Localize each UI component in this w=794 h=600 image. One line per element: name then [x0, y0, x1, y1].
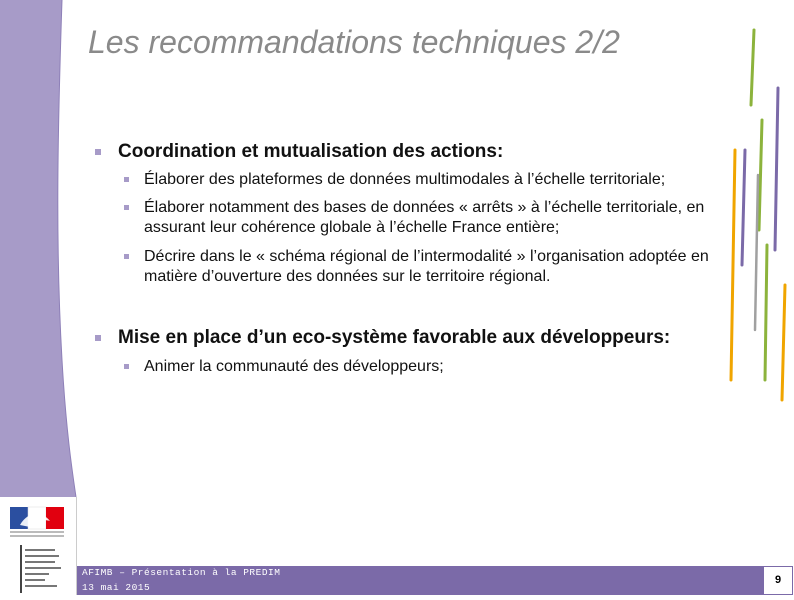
footer-title: AFIMB – Présentation à la PREDIM	[82, 567, 281, 578]
list-item: Élaborer notamment des bases de données « arrêts » à l’échelle territoriale, en assurant leur cohérence globale à l’échelle France entière;	[144, 199, 705, 236]
section-heading-coordination: Coordination et mutualisation des actions:	[118, 141, 504, 162]
sub-bullet-marker	[124, 177, 129, 182]
list-item: Élaborer des plateformes de données multimodales à l’échelle territoriale;	[144, 171, 666, 188]
sub-bullet-marker	[124, 364, 129, 369]
footer-date: 13 mai 2015	[82, 582, 151, 593]
page-number-box	[763, 566, 793, 595]
sub-bullet-marker	[124, 205, 129, 210]
marianne-logo-icon	[0, 497, 76, 595]
sub-bullet-marker	[124, 254, 129, 259]
list-item: Décrire dans le « schéma régional de l’intermodalité » l’organisation adoptée en matière d’ouverture des données sur le territoire régional.	[144, 248, 709, 285]
section-heading-ecosystem: Mise en place d’un eco-système favorable aux développeurs:	[118, 327, 671, 348]
ministry-logo	[0, 497, 77, 595]
slide-title: Les recommandations techniques 2/2	[88, 24, 620, 60]
page-number: 9	[774, 574, 782, 586]
bullet-marker	[95, 335, 101, 341]
bullet-marker	[95, 149, 101, 155]
list-item: Animer la communauté des développeurs;	[144, 358, 444, 375]
